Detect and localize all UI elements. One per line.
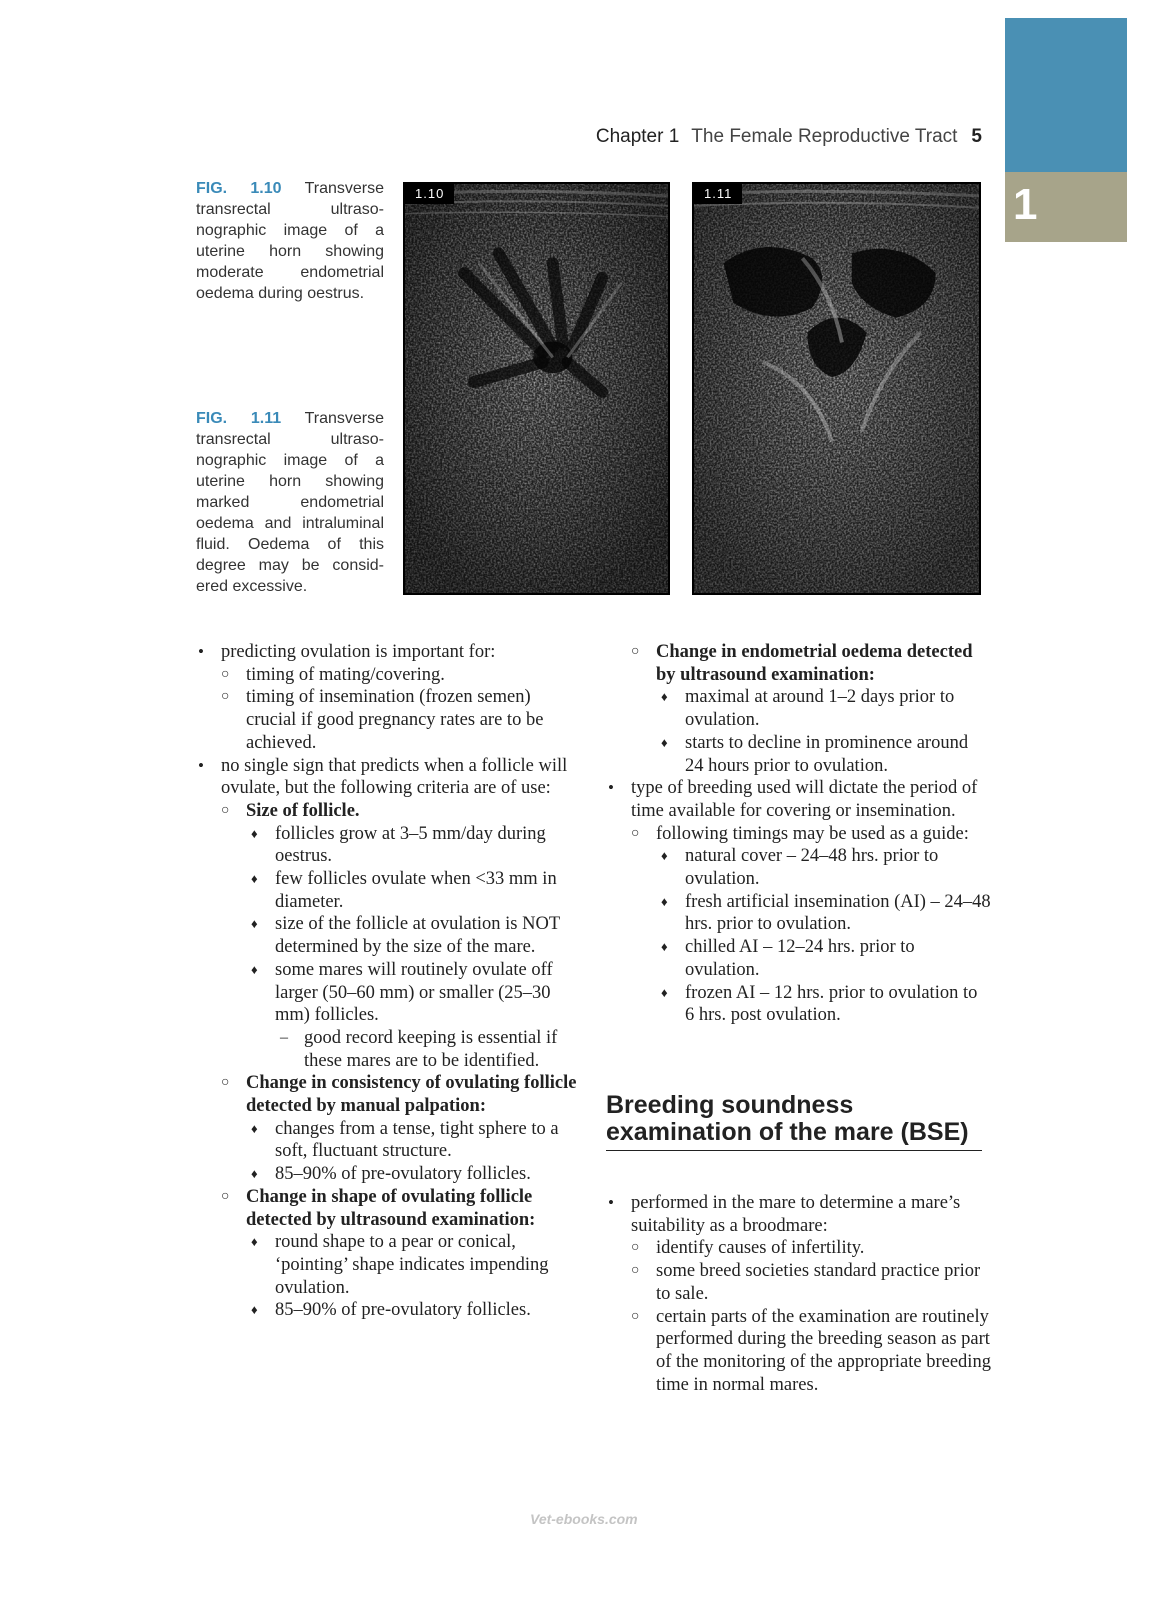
list-item (196, 664, 581, 687)
list-item (606, 845, 991, 890)
list-item (606, 891, 991, 936)
figure-image-tag: 1.10 (405, 184, 454, 204)
bullet-marker: ♦ (251, 825, 258, 841)
bullet-marker: ♦ (661, 939, 668, 955)
bullet-marker: ♦ (251, 1302, 258, 1318)
bullet-marker: • (198, 755, 204, 775)
list-item-text: frozen AI – 12 hrs. prior to ovulation to 6 hrs. post ovulation. (685, 982, 978, 1026)
ultrasound-graphic (694, 184, 979, 593)
list-item (606, 777, 991, 822)
list-item-text: type of breeding used will dictate the period of time available for covering or insemination. (631, 778, 978, 821)
bullet-marker: ○ (221, 802, 230, 818)
bullet-marker: • (608, 1193, 614, 1212)
bullet-marker: ♦ (251, 1234, 258, 1250)
list-item-text: Size of follicle. (246, 800, 360, 821)
ultrasound-image (403, 182, 670, 595)
list-item (606, 936, 991, 981)
list-item-text: identify causes of infertility. (656, 1238, 865, 1259)
list-item-text: following timings may be used as a guide: (656, 823, 969, 844)
list-item (606, 686, 991, 731)
figure-caption (196, 408, 384, 597)
list-item (196, 1299, 581, 1322)
list-item-text: Change in shape of ovulating follicle detected by ultrasound examination: (246, 1186, 536, 1230)
list-item (606, 732, 991, 777)
list-item (196, 800, 581, 823)
bullet-marker: ○ (221, 1075, 230, 1091)
bullet-marker: ○ (631, 1263, 640, 1279)
watermark: Vet-ebooks.com (530, 1511, 638, 1527)
list-item-text: some breed societies standard practice prior to sale. (656, 1261, 981, 1304)
list-item-text: some mares will routinely ovulate off larger (50–60 mm) or smaller (25–30 mm) follicles. (275, 959, 553, 1026)
list-item (606, 1260, 991, 1305)
list-item-text: 85–90% of pre-ovulatory follicles. (275, 1300, 531, 1321)
bullet-marker: ○ (221, 666, 230, 682)
list-item-text: 85–90% of pre-ovulatory follicles. (275, 1164, 531, 1185)
list-item (606, 1192, 991, 1237)
page-number: 5 (971, 126, 982, 147)
bullet-marker: ○ (631, 1308, 640, 1324)
list-item-text: timing of mating/covering. (246, 664, 445, 685)
list-item (196, 686, 581, 754)
bullet-marker: ♦ (251, 916, 258, 932)
bullet-marker: ♦ (661, 848, 668, 864)
figure-image-tag: 1.11 (694, 184, 742, 204)
list-item (196, 1118, 581, 1163)
figure-caption-text: Transverse transrectal ultrasonographic image of a uterine horn showing marked endometrial oedema and intraluminal fluid. Oedema of this degree may be considered excessive. (196, 410, 384, 595)
list-item-text: size of the follicle at ovulation is NOT determined by the size of the mare. (275, 914, 560, 958)
list-item (196, 641, 581, 664)
list-item (196, 1027, 581, 1072)
running-head-chapter: Chapter 1 (595, 126, 680, 147)
bullet-marker: • (608, 778, 614, 798)
section-heading: Breeding soundness examination of the mare (BSE) (606, 1092, 982, 1151)
list-item-text: predicting ovulation is important for: (221, 642, 496, 662)
bullet-marker: ○ (631, 1240, 640, 1256)
list-item (196, 755, 581, 800)
bullet-marker: ♦ (251, 1120, 258, 1136)
list-item-text: fresh artificial insemination (AI) – 24–48 hrs. prior to ovulation. (685, 891, 991, 935)
bullet-marker: ♦ (251, 961, 258, 977)
list-item (196, 1231, 581, 1299)
list-item-text: no single sign that predicts when a follicle will ovulate, but the following criteria are of use: (221, 755, 568, 799)
section-body-text (606, 1192, 991, 1396)
list-item (196, 913, 581, 958)
right-column-text (606, 641, 991, 1027)
left-column-text (196, 641, 581, 1322)
bullet-marker: ○ (221, 1188, 230, 1204)
ultrasound-graphic (405, 184, 668, 593)
figure-label: FIG. 1.10 (196, 180, 282, 197)
chapter-tab-number: 1 (1013, 180, 1038, 229)
list-item-text: good record keeping is essential if these mares are to be identified. (304, 1027, 558, 1071)
bullet-marker: ♦ (661, 984, 668, 1000)
bullet-marker: • (198, 642, 204, 661)
list-item (196, 823, 581, 868)
list-item (606, 641, 991, 686)
list-item-text: Change in endometrial oedema detected by ultrasound examination: (656, 642, 973, 685)
chapter-tab-top (1005, 18, 1127, 172)
list-item-text: round shape to a pear or conical, ‘pointing’ shape indicates impending ovulation. (275, 1232, 549, 1298)
list-item (606, 823, 991, 846)
ultrasound-image (692, 182, 981, 595)
running-head (560, 126, 982, 148)
list-item (196, 868, 581, 913)
running-head-title: The Female Reproductive Tract (691, 126, 958, 147)
list-item (196, 1072, 581, 1117)
bullet-marker: – (280, 1028, 288, 1046)
bullet-marker: ♦ (661, 689, 668, 705)
figure-caption (196, 178, 384, 304)
list-item-text: chilled AI – 12–24 hrs. prior to ovulation. (685, 937, 915, 980)
bullet-marker: ○ (631, 644, 640, 659)
list-item-text: maximal at around 1–2 days prior to ovulation. (685, 687, 955, 731)
list-item-text: few follicles ovulate when <33 mm in diameter. (275, 869, 557, 912)
figure-label: FIG. 1.11 (196, 410, 282, 427)
bullet-marker: ♦ (661, 734, 668, 750)
list-item-text: timing of insemination (frozen semen) crucial if good pregnancy rates are to be achieved. (246, 687, 544, 753)
list-item-text: changes from a tense, tight sphere to a soft, fluctuant structure. (275, 1118, 559, 1162)
list-item (606, 1306, 991, 1397)
list-item-text: follicles grow at 3–5 mm/day during oestrus. (275, 823, 546, 867)
list-item (196, 1186, 581, 1231)
list-item (606, 982, 991, 1027)
bullet-marker: ♦ (251, 871, 258, 887)
bullet-marker: ○ (221, 689, 230, 705)
bullet-marker: ♦ (661, 893, 668, 909)
figure-caption-text: Transverse transrectal ultrasonographic image of a uterine horn showing moderate endometrial oedema during oestrus. (196, 180, 384, 302)
list-item-text: Change in consistency of ovulating follicle detected by manual palpation: (246, 1073, 577, 1117)
list-item (606, 1237, 991, 1260)
list-item (196, 959, 581, 1027)
list-item (196, 1163, 581, 1186)
bullet-marker: ○ (631, 825, 640, 841)
list-item-text: starts to decline in prominence around 24 hours prior to ovulation. (685, 732, 969, 776)
list-item-text: certain parts of the examination are routinely performed during the breeding season as part of the monitoring of the appropriate breeding time in normal mares. (656, 1306, 991, 1395)
list-item-text: performed in the mare to determine a mare’s suitability as a broodmare: (631, 1193, 961, 1236)
bullet-marker: ♦ (251, 1166, 258, 1182)
list-item-text: natural cover – 24–48 hrs. prior to ovulation. (685, 846, 939, 890)
